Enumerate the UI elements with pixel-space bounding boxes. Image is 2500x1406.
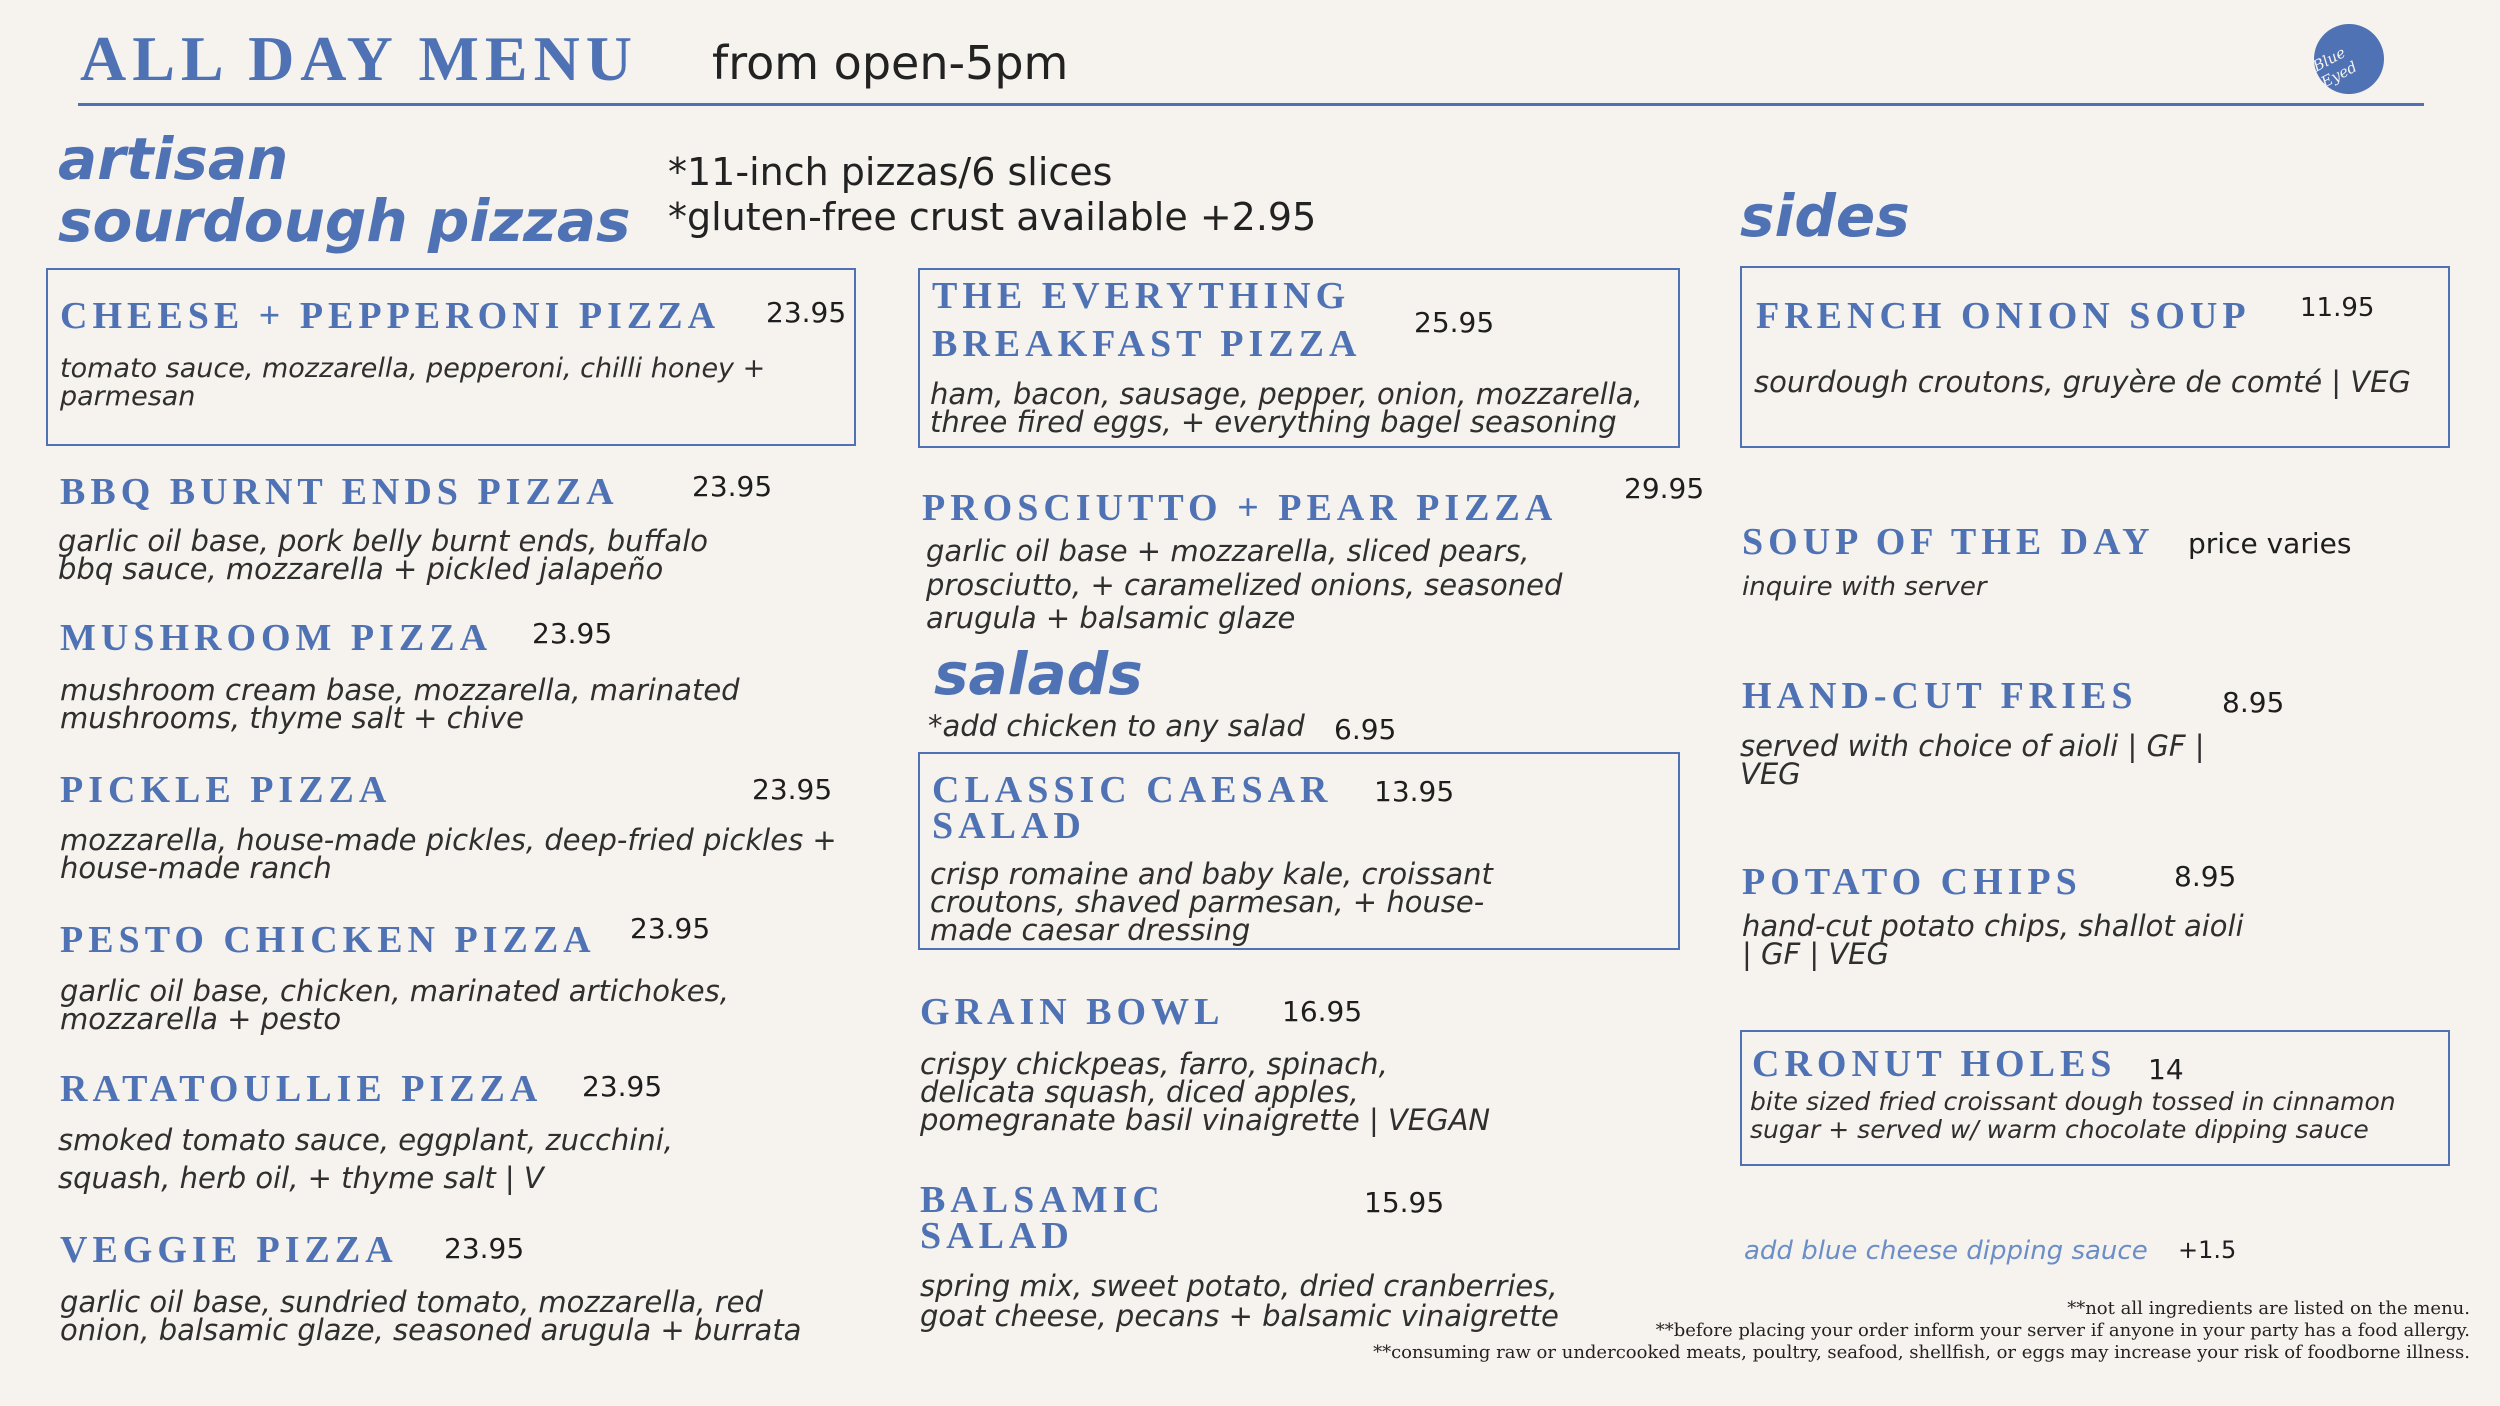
chips-price: 8.95 [2174,860,2237,893]
veggie-pizza-name: VEGGIE PIZZA [60,1229,398,1271]
balsamic-salad-desc-1: spring mix, sweet potato, dried cranberries, [920,1269,1558,1303]
balsamic-salad-price: 15.95 [1364,1186,1445,1219]
salads-heading: salads [934,640,1143,708]
fries-desc-2: VEG [1740,757,1801,791]
caesar-salad-desc-2: croutons, shaved parmesan, + house- [930,885,1485,919]
fries-price: 8.95 [2222,686,2285,719]
pickle-pizza-price: 23.95 [752,773,833,806]
header-rule [78,103,2424,106]
addon-text: add blue cheese dipping sauce [1744,1236,2148,1266]
bbq-pizza-name: BBQ BURNT ENDS PIZZA [60,471,619,513]
pickle-pizza-name: PICKLE PIZZA [60,769,392,811]
menu-subtitle: from open-5pm [712,36,1069,90]
cronut-desc-1: bite sized fried croissant dough tossed in cinnamon [1750,1087,2396,1116]
ratatouille-pizza-desc-2: squash, herb oil, + thyme salt | V [58,1161,544,1195]
bbq-pizza-desc-1: garlic oil base, pork belly burnt ends, buffalo [58,524,708,558]
chips-desc-1: hand-cut potato chips, shallot aioli [1742,909,2244,943]
grain-bowl-desc-1: crispy chickpeas, farro, spinach, [920,1047,1388,1081]
chips-desc-2: | GF | VEG [1742,937,1889,971]
fries-name: HAND-CUT FRIES [1742,675,2138,717]
cheese-pizza-desc-1: tomato sauce, mozzarella, pepperoni, chilli honey + [60,353,766,384]
veggie-pizza-desc-2: onion, balsamic glaze, seasoned arugula + burrata [60,1313,802,1347]
bbq-pizza-price: 23.95 [692,470,773,503]
prosciutto-pizza-desc-1: garlic oil base + mozzarella, sliced pears, [926,534,1530,568]
caesar-salad-price: 13.95 [1374,775,1455,808]
soup-of-day-desc: inquire with server [1742,572,1987,602]
pesto-pizza-price: 23.95 [630,912,711,945]
cronut-desc-2: sugar + served w/ warm chocolate dipping sauce [1750,1115,2369,1144]
disclaimer-raw-food: **consuming raw or undercooked meats, poultry, seafood, shellfish, or eggs may increase your risk of foodborne illness. [1373,1342,2470,1363]
grain-bowl-price: 16.95 [1282,995,1363,1028]
pizza-heading-line1: artisan [58,125,289,193]
brand-logo-text: Blue Eyed [2309,43,2361,92]
mushroom-pizza-price: 23.95 [532,617,613,650]
ratatouille-pizza-price: 23.95 [582,1070,663,1103]
caesar-salad-desc-3: made caesar dressing [930,913,1251,947]
cronut-name: CRONUT HOLES [1752,1043,2117,1085]
mushroom-pizza-desc-2: mushrooms, thyme salt + chive [60,701,524,735]
soup-of-day-price: price varies [2188,527,2352,560]
footer-disclaimer [1373,1298,2470,1364]
pizza-note-glutenfree: *gluten-free crust available +2.95 [668,195,1317,239]
everything-pizza-name-2: BREAKFAST PIZZA [932,323,1362,365]
chips-name: POTATO CHIPS [1742,861,2082,903]
grain-bowl-desc-3: pomegranate basil vinaigrette | VEGAN [920,1103,1491,1137]
mushroom-pizza-desc-1: mushroom cream base, mozzarella, marinated [60,673,740,707]
grain-bowl-desc-2: delicata squash, diced apples, [920,1075,1359,1109]
grain-bowl-name: GRAIN BOWL [920,991,1225,1033]
prosciutto-pizza-desc-2: prosciutto, + caramelized onions, seasoned [926,568,1563,602]
veggie-pizza-desc-1: garlic oil base, sundried tomato, mozzarella, red [60,1285,763,1319]
caesar-salad-desc-1: crisp romaine and baby kale, croissant [930,857,1493,891]
bbq-pizza-desc-2: bbq sauce, mozzarella + pickled jalapeño [58,552,664,586]
cheese-pizza-desc-2: parmesan [60,381,196,412]
cronut-price: 14 [2148,1053,2184,1086]
pesto-pizza-name: PESTO CHICKEN PIZZA [60,919,596,961]
prosciutto-pizza-name: PROSCIUTTO + PEAR PIZZA [922,487,1558,529]
soup-of-day-name: SOUP OF THE DAY [1742,521,2155,563]
balsamic-salad-name-2: SALAD [920,1215,1074,1257]
fries-desc-1: served with choice of aioli | GF | [1740,729,2205,763]
everything-pizza-desc-1: ham, bacon, sausage, pepper, onion, mozzarella, [930,377,1643,411]
onion-soup-desc: sourdough croutons, gruyère de comté | VEG [1754,365,2411,399]
disclaimer-ingredients: **not all ingredients are listed on the menu. [2067,1298,2470,1319]
sides-heading: sides [1740,182,1910,250]
addon-price: +1.5 [2178,1236,2237,1264]
prosciutto-pizza-desc-3: arugula + balsamic glaze [926,601,1296,635]
everything-pizza-desc-2: three fired eggs, + everything bagel seasoning [930,405,1617,439]
caesar-salad-name-2: SALAD [932,805,1086,847]
brand-logo [2302,12,2397,107]
caesar-salad-name-1: CLASSIC CAESAR [932,769,1333,811]
disclaimer-allergy: **before placing your order inform your server if anyone in your party has a food allergy. [1655,1320,2470,1341]
pickle-pizza-desc-1: mozzarella, house-made pickles, deep-fried pickles + [60,823,837,857]
mushroom-pizza-name: MUSHROOM PIZZA [60,617,493,659]
ratatouille-pizza-name: RATATOULLIE PIZZA [60,1068,543,1110]
onion-soup-price: 11.95 [2300,293,2375,323]
salads-note-price: 6.95 [1334,713,1397,746]
cheese-pizza-name: CHEESE + PEPPERONI PIZZA [60,295,721,337]
pizza-note-size: *11-inch pizzas/6 slices [668,150,1113,194]
ratatouille-pizza-desc-1: smoked tomato sauce, eggplant, zucchini, [58,1123,673,1157]
onion-soup-name: FRENCH ONION SOUP [1756,295,2251,337]
pickle-pizza-desc-2: house-made ranch [60,851,332,885]
salads-note: *add chicken to any salad [928,709,1305,743]
pesto-pizza-desc-2: mozzarella + pesto [60,1002,342,1036]
balsamic-salad-desc-2: goat cheese, pecans + balsamic vinaigrette [920,1299,1559,1333]
balsamic-salad-name-1: BALSAMIC [920,1179,1165,1221]
menu-title: ALL DAY MENU [80,23,638,94]
everything-pizza-price: 25.95 [1414,306,1495,339]
pesto-pizza-desc-1: garlic oil base, chicken, marinated artichokes, [60,974,729,1008]
veggie-pizza-price: 23.95 [444,1232,525,1265]
cheese-pizza-price: 23.95 [766,296,847,329]
everything-pizza-name-1: THE EVERYTHING [932,275,1351,317]
prosciutto-pizza-price: 29.95 [1624,472,1705,505]
pizza-heading-line2: sourdough pizzas [58,187,631,255]
